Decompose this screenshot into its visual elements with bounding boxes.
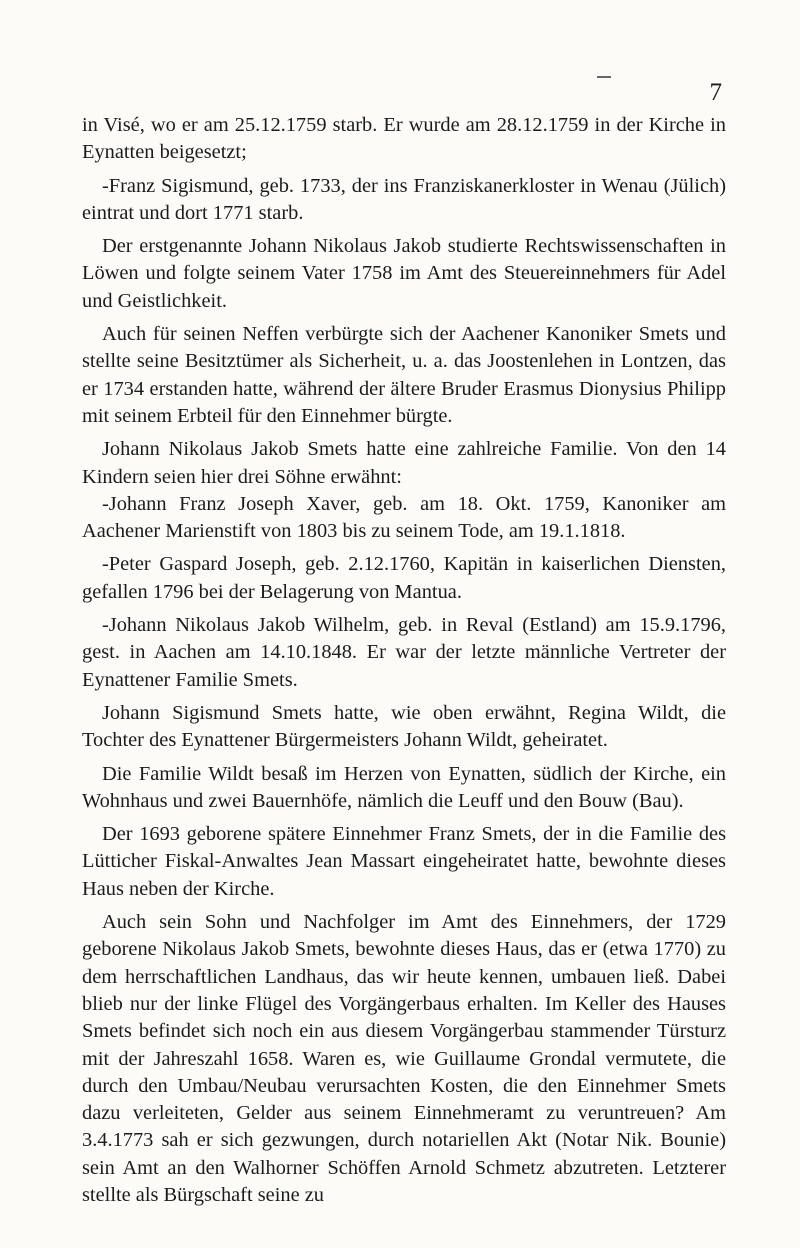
- paragraph-10: Die Familie Wildt besaß im Herzen von Eynatten, südlich der Kirche, ein Wohnhaus und zwei Bauernhöfe, nämlich die Leuff und den Bouw (Bau).: [82, 762, 726, 812]
- paragraph-1: in Visé, wo er am 25.12.1759 starb. Er wurde am 28.12.1759 in der Kirche in Eynatten beigesetzt;: [82, 114, 726, 164]
- paragraph-4: Auch für seinen Neffen verbürgte sich der Aachener Kanoniker Smets und stellte seine Besitztümer als Sicherheit, u. a. das Joostenlehen in Lontzen, das er 1734 erstanden hatte, während der ältere Bruder Erasmus Dionysius Philipp mit seinem Erbteil für den Einnehmer bürgte.: [82, 323, 726, 427]
- page-number: 7: [709, 79, 722, 106]
- page-mark: [597, 76, 611, 78]
- paragraph-12: Auch sein Sohn und Nachfolger im Amt des Einnehmers, der 1729 geborene Nikolaus Jakob Smets, bewohnte dieses Haus, das er (etwa 1770) zu dem herrschaftlichen Landhaus, das wir heute kennen, umbauen ließ. Dabei blieb nur der linke Flügel des Vorgängerbaus erhalten. Im Keller des Hauses Smets befindet sich noch ein aus diesem Vorgängerbau stammender Türsturz mit der Jahreszahl 1658. Waren es, wie Guillaume Grondal vermutete, die durch den Umbau/Neubau verursachten Kosten, die den Einnehmer Smets dazu verleiteten, Gelder aus seinem Einnehmeramt zu veruntreuen? Am 3.4.1773 sah er sich gezwungen, durch notariellen Akt (Notar Nik. Bounie) sein Amt an den Walhorner Schöffen Arnold Schmetz abzutreten. Letzterer stellte als Bürgschaft seine zu: [82, 911, 726, 1206]
- paragraph-5: Johann Nikolaus Jakob Smets hatte eine zahlreiche Familie. Von den 14 Kindern seien hier drei Söhne erwähnt:: [82, 438, 726, 488]
- paragraph-6: -Johann Franz Joseph Xaver, geb. am 18. Okt. 1759, Kanoniker am Aachener Marienstift von 1803 bis zu seinem Tode, am 19.1.1818.: [82, 492, 726, 543]
- paragraph-11: Der 1693 geborene spätere Einnehmer Franz Smets, der in die Familie des Lütticher Fiskal-Anwaltes Jean Massart eingeheiratet hatte, bewohnte dieses Haus neben der Kirche.: [82, 823, 726, 900]
- paragraph-3: Der erstgenannte Johann Nikolaus Jakob studierte Rechtswissenschaften in Löwen und folgte seinem Vater 1758 im Amt des Steuereinnehmers für Adel und Geistlichkeit.: [82, 235, 726, 312]
- paragraph-9: Johann Sigismund Smets hatte, wie oben erwähnt, Regina Wildt, die Tochter des Eynattener Bürgermeisters Johann Wildt, geheiratet.: [82, 701, 726, 752]
- paragraph-8: -Johann Nikolaus Jakob Wilhelm, geb. in Reval (Estland) am 15.9.1796, gest. in Aachen am 14.10.1848. Er war der letzte männliche Vertreter der Eynattener Familie Smets.: [82, 614, 726, 691]
- paragraph-7: -Peter Gaspard Joseph, geb. 2.12.1760, Kapitän in kaiserlichen Diensten, gefallen 1796 bei der Belagerung von Mantua.: [82, 553, 726, 603]
- body-text: [82, 112, 726, 1215]
- paragraph-2: -Franz Sigismund, geb. 1733, der ins Franziskanerkloster in Wenau (Jülich) eintrat und dort 1771 starb.: [82, 174, 726, 224]
